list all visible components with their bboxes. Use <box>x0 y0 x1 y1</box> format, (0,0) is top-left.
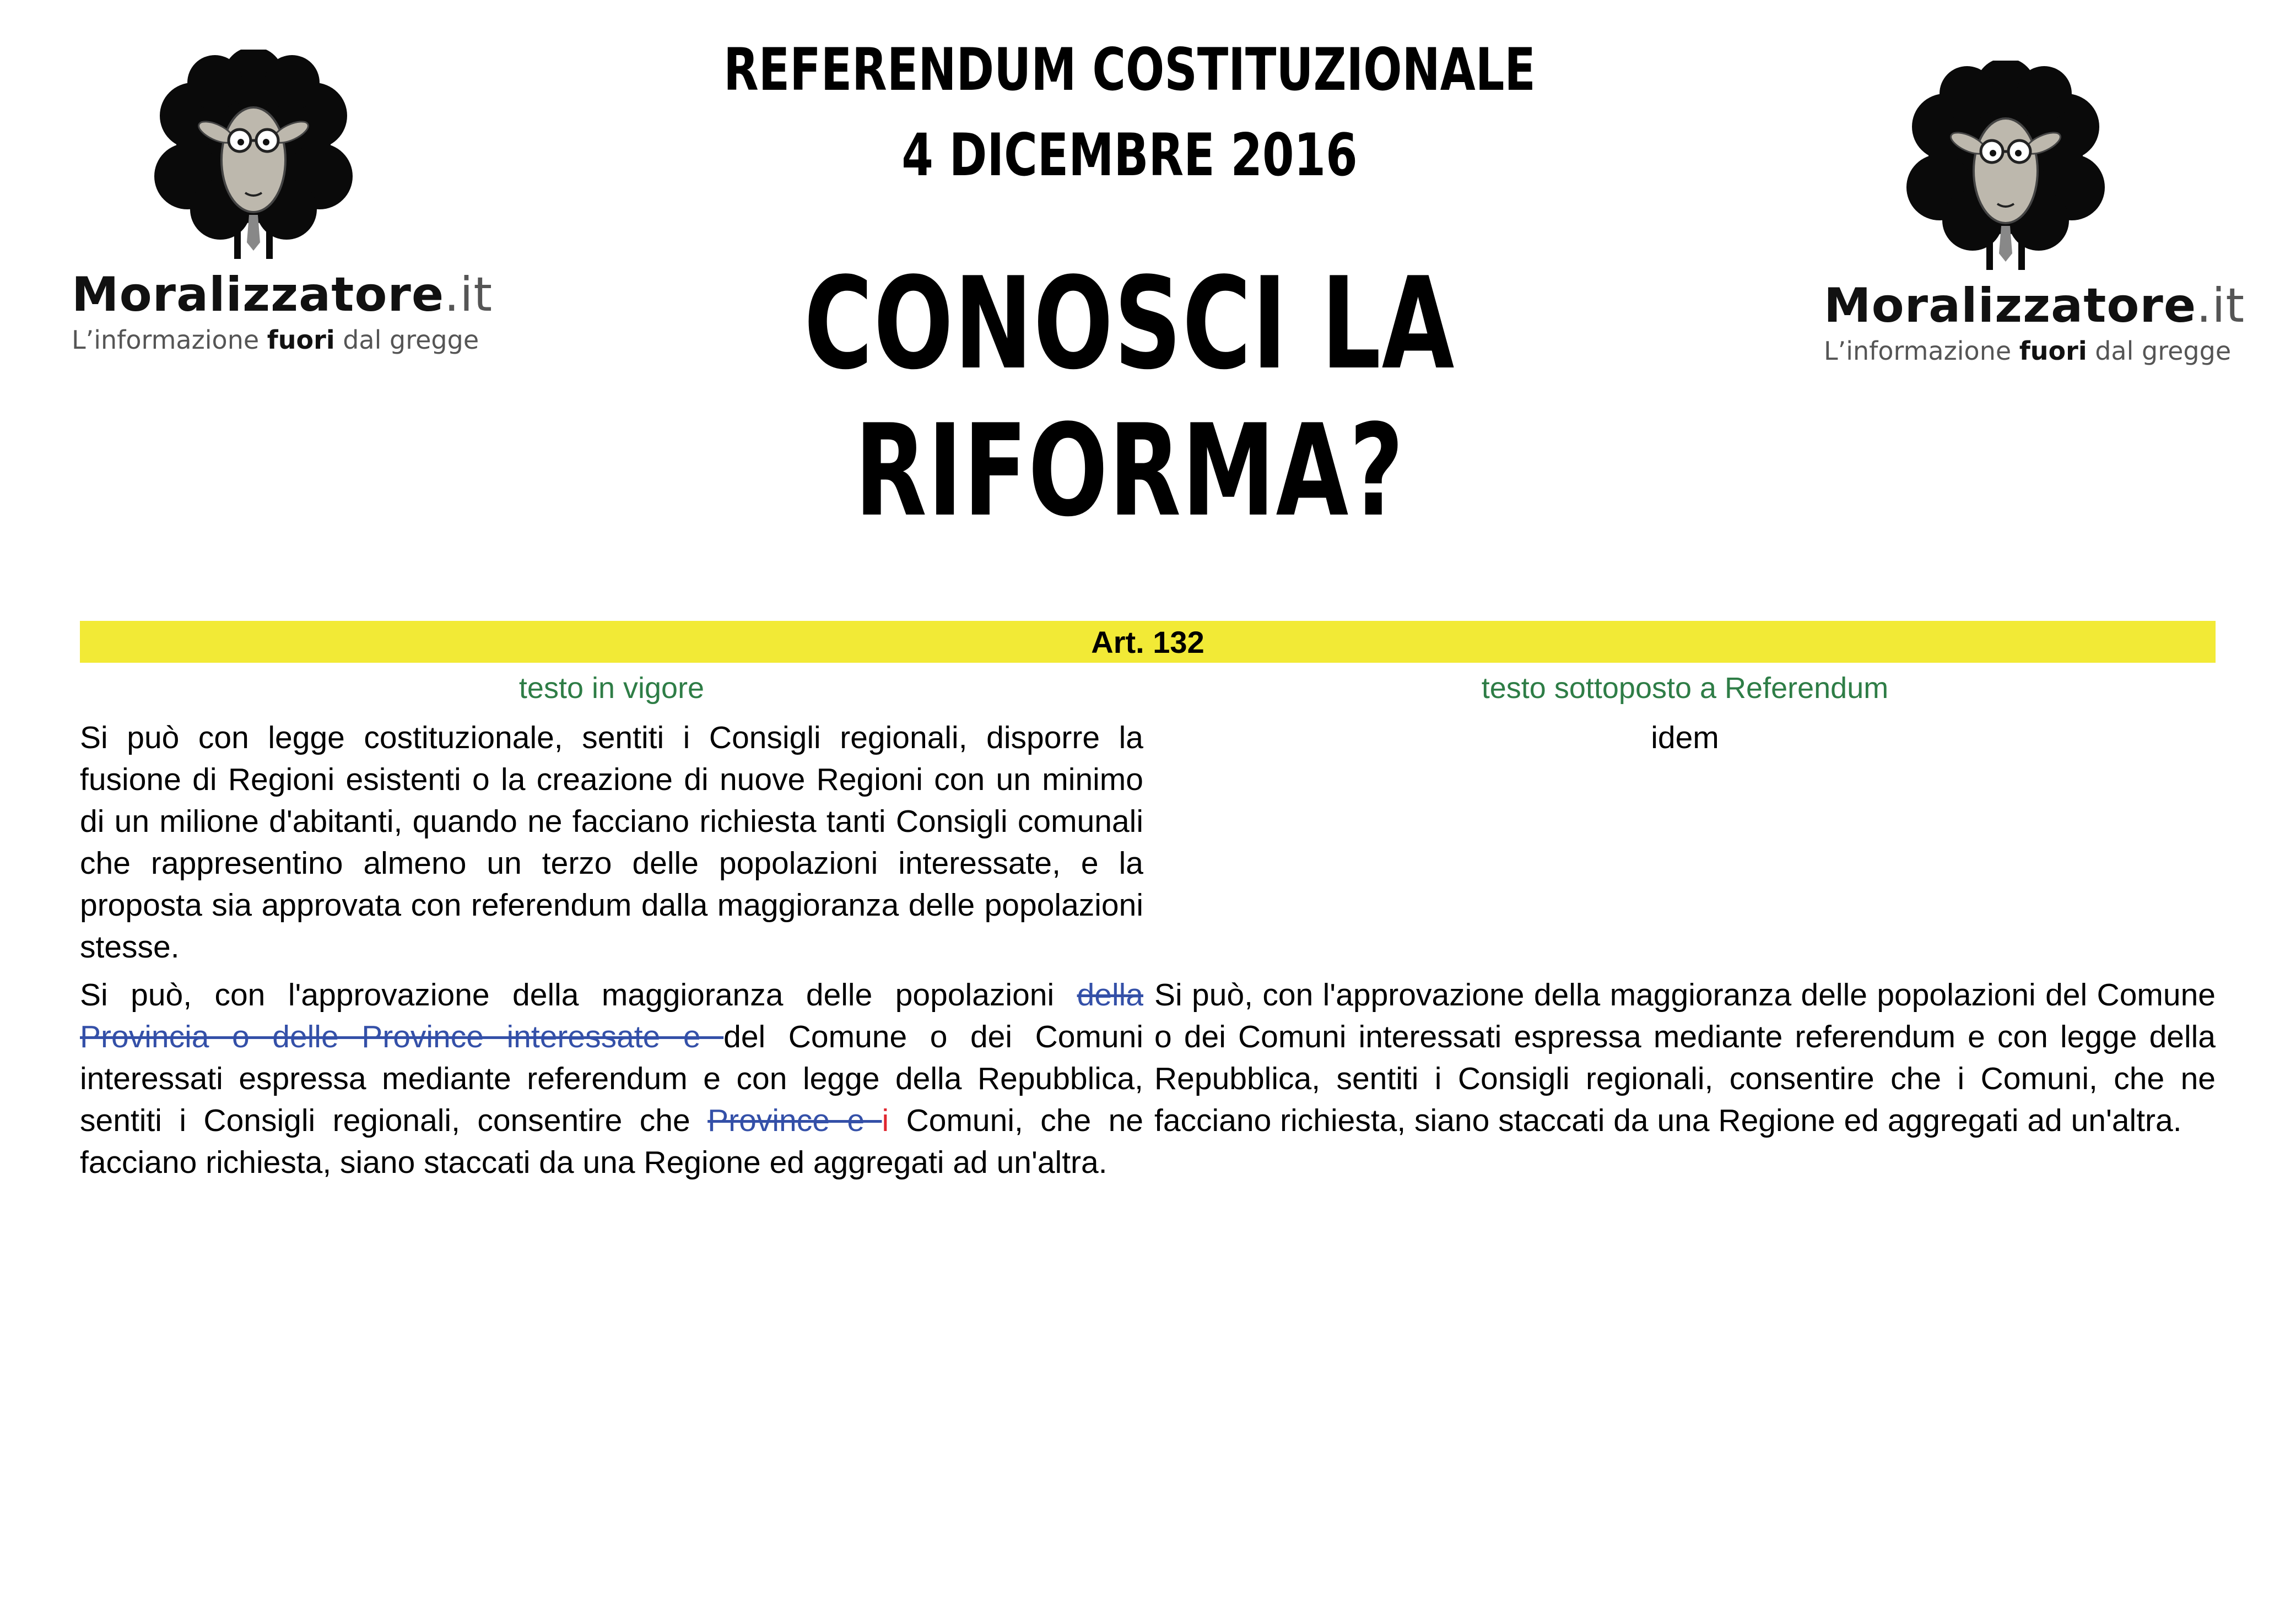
deleted-text: della Provincia o delle Province interessate e <box>80 977 1143 1054</box>
article-title-bar <box>80 621 2216 663</box>
paragraph-1-current: Si può con legge costituzionale, sentiti i Consigli regionali, disporre la fusione di Regioni esistenti o la creazione di nuove Regioni con un minimo di un milione d'abitanti, quando ne facciano richiesta tanti Consigli comunali che rappresentino almeno un terzo delle popolazioni interessate, e la proposta sia approvata con referendum dalla maggioranza delle popolazioni stesse. <box>80 720 1143 965</box>
column-heading-current-text: testo in vigore <box>518 672 705 705</box>
brand-tagline: L’informazione fuori dal gregge <box>72 325 479 355</box>
paragraph-2-current <box>80 974 1143 1183</box>
brand-name: Moralizzatore.it <box>1824 278 2245 333</box>
logo-left <box>72 50 493 391</box>
black-sheep-icon <box>1906 61 2105 275</box>
referendum-date: 4 DICEMBRE 2016 <box>901 121 1358 189</box>
paragraph-1-referendum: idem <box>1651 720 1719 755</box>
paragraph-2-referendum: Si può, con l'approvazione della maggioranza delle popolazioni del Comune o dei Comuni interessati espressa mediante referendum e con legge della Repubblica, sentiti i Consigli regionali, consentire che i Comuni, che ne facciano richiesta, siano staccati da una Regione ed aggregati ad un'altra. <box>1154 977 2216 1138</box>
text-segment: del Comune o dei Comuni interessati espressa mediante referendum e con legge della Repubblica, sentiti i Consigli regionali, consentire che <box>80 1019 1143 1138</box>
text-segment: Comuni, che ne facciano richiesta, siano staccati da una Regione ed aggregati ad un'altra. <box>80 1103 1144 1180</box>
text-segment: Si può, con l'approvazione della maggioranza delle popolazioni <box>80 977 1077 1013</box>
logo-right <box>1824 61 2245 402</box>
page-title: CONOSCI LA RIFORMA? <box>804 251 1455 545</box>
article-title: Art. 132 <box>1091 624 1204 659</box>
deleted-text: Province e <box>707 1103 882 1138</box>
inserted-text: i <box>882 1103 889 1138</box>
black-sheep-icon <box>154 50 353 264</box>
column-heading-referendum-text: testo sottoposto a Referendum <box>1481 672 1889 705</box>
brand-name: Moralizzatore.it <box>72 267 493 322</box>
referendum-title: REFERENDUM COSTITUZIONALE <box>723 36 1536 104</box>
brand-tagline: L’informazione fuori dal gregge <box>1824 336 2232 366</box>
